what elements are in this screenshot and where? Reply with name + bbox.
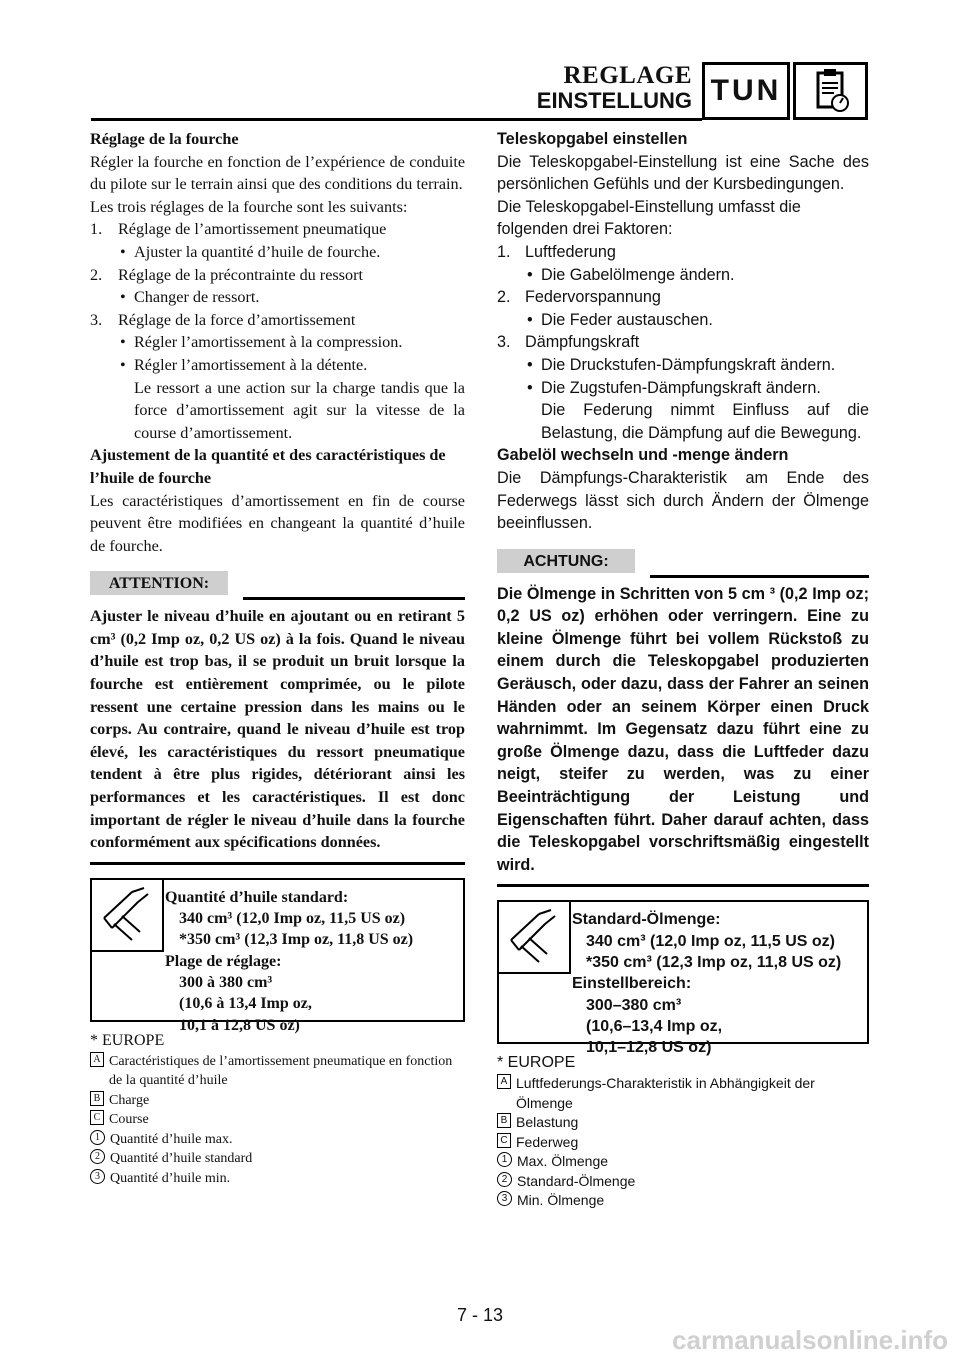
para2-de: Die Dämpfungs-Charakteristik am Ende des Federwegs lässt sich durch Ändern der Ölmenge beeinflussen. — [497, 468, 869, 533]
bullet-item: • Ajuster la quantité d’huile de fourche. — [120, 242, 381, 261]
note-fr: Le ressort a une action sur la charge tandis que la force d’amortissement agit sur la vitesse de la course d’amortissement. — [134, 378, 465, 442]
header-rule — [91, 118, 702, 121]
legend-fr — [90, 1030, 465, 1189]
list-item: 2. Réglage de la précontrainte du ressort — [90, 265, 363, 284]
wrench-icon — [92, 880, 164, 952]
bullet-item: • Die Druckstufen-Dämpfungskraft ändern. — [527, 355, 836, 374]
legend-item: C Course — [90, 1110, 465, 1130]
bullet-item: • Die Gabelölmenge ändern. — [527, 265, 735, 284]
heading-fr: Réglage de la fourche — [90, 130, 239, 148]
legend-item: B Charge — [90, 1091, 465, 1111]
header-titles — [537, 63, 692, 113]
header-title-fr: REGLAGE — [563, 62, 692, 89]
attention-header-de — [497, 549, 869, 579]
list-item: 1. Luftfederung — [497, 242, 616, 261]
footnote-de: * EUROPE — [497, 1054, 576, 1072]
bullet-item: • Régler l’amortissement à la compression. — [120, 333, 403, 352]
bullet-item: • Régler l’amortissement à la détente. — [120, 355, 368, 374]
list-intro-de: Die Teleskopgabel-Einstellung umfasst die folgenden drei Faktoren: — [497, 197, 801, 239]
header-title-de: EINSTELLUNG — [536, 88, 692, 113]
attention-rule — [650, 575, 869, 578]
page-number: 7 - 13 — [456, 1305, 504, 1325]
footnote-fr: * EUROPE — [90, 1031, 165, 1049]
spec-box-fr — [90, 878, 465, 1034]
spec-text-fr: Quantité d’huile standard: 340 cm³ (12,0 Imp oz, 11,5 US oz) *350 cm³ (12,3 Imp oz, 11,8 US oz) Plage de réglage: 300 à 380 cm³ (10,6 à 13,4 Imp oz, 10,1 à 12,8 US oz) — [165, 888, 414, 1034]
column-fr — [90, 128, 465, 1188]
attention-end-rule — [497, 884, 869, 887]
attention-label: ACHTUNG: — [497, 549, 635, 573]
page-header — [0, 0, 960, 125]
legend-item: 2 Quantité d’huile standard — [90, 1149, 465, 1169]
legend-item: B Belastung — [497, 1113, 869, 1133]
legend-item: 3 Min. Ölmenge — [497, 1191, 869, 1211]
attention-body-de: Die Ölmenge in Schritten von 5 cm ³ (0,2 Imp oz; 0,2 US oz) erhöhen oder verringern. Eine zu kleine Ölmenge führt bei vollem Rückstoß zu einem durch die Teleskopgabel produzierten Geräusch, oder dazu, dass der Fahrer an seinen Händen oder an seinem Körper einen Druck wahrnimmt. Im Gegensatz dazu führt eine zu große Ölmenge dazu, dass die Luftfeder dazu neigt, steifer zu werden, was zu einer Beeinträchtigung der Leistung und Eigenschaften führt. Daher darauf achten, dass die Teleskopgabel vorschriftsmäßig eingestellt wird. — [497, 584, 869, 874]
list-item: 3. Dämpfungskraft — [497, 333, 640, 352]
bullet-item: • Changer de ressort. — [120, 288, 260, 307]
legend-item: 1 Max. Ölmenge — [497, 1152, 869, 1172]
attention-rule — [243, 597, 465, 600]
legend-de — [497, 1052, 869, 1211]
section-code-box: TUN — [702, 62, 790, 120]
legend-item: 2 Standard-Ölmenge — [497, 1172, 869, 1192]
list-intro-fr: Les trois réglages de la fourche sont les suivants: — [90, 197, 408, 216]
attention-header-fr — [90, 571, 465, 601]
legend-item: A Luftfederungs-Charakteristik in Abhängigkeit der Ölmenge — [497, 1074, 869, 1113]
attention-body-fr: Ajuster le niveau d’huile en ajoutant ou en retirant 5 cm³ (0,2 Imp oz, 0,2 US oz) à la fois. Quand le niveau d’huile est trop bas, il se produit un bruit lorsque la fourche est entièrement comprimée, ou le pilote ressent une certaine pression dans les mains ou le corps. Au contraire, quand le niveau d’huile est trop élevé, les caractéristiques du ressort pneumatique tendent à être plus rigides, détériorant ainsi les performances et les caractéristiques. Il est donc important de régler le niveau d’huile dans la fourche conformément aux spécifications données. — [90, 607, 465, 852]
list-item: 2. Federvorspannung — [497, 288, 661, 307]
clipboard-stopwatch-icon — [793, 62, 868, 120]
spec-box-de — [497, 900, 869, 1057]
watermark: carmanualsonline.info — [672, 1325, 948, 1355]
spec-text-de: Standard-Ölmenge: 340 cm³ (12,0 Imp oz, 11,5 US oz) *350 cm³ (12,3 Imp oz, 11,8 US oz) Einstellbereich: 300–380 cm³ (10,6–13,4 Imp oz, 10,1–12,8 US oz) — [572, 911, 842, 1057]
heading2-fr: Ajustement de la quantité et des caractéristiques de l’huile de fourche — [90, 446, 446, 487]
heading-de: Teleskopgabel einstellen — [497, 130, 688, 148]
list-item: 1. Réglage de l’amortissement pneumatique — [90, 220, 387, 239]
legend-item: 1 Quantité d’huile max. — [90, 1130, 465, 1150]
bullet-item: • Die Zugstufen-Dämpfungskraft ändern. — [527, 378, 821, 397]
intro-de: Die Teleskopgabel-Einstellung ist eine Sache des persönlichen Gefühls und der Kursbedingungen. — [497, 152, 869, 194]
column-de — [497, 128, 869, 1211]
legend-item: A Caractéristiques de l’amortissement pneumatique en fonction de la quantité d’huile — [90, 1052, 465, 1091]
note-de: Die Federung nimmt Einfluss auf die Belastung, die Dämpfung auf die Bewegung. — [541, 401, 869, 442]
list-item: 3. Réglage de la force d’amortissement — [90, 310, 356, 329]
bullet-item: • Die Feder austauschen. — [527, 310, 713, 329]
legend-item: C Federweg — [497, 1133, 869, 1153]
heading2-de: Gabelöl wechseln und -menge ändern — [497, 446, 789, 465]
attention-label: ATTENTION: — [90, 571, 228, 595]
attention-end-rule — [90, 862, 465, 865]
wrench-icon — [499, 902, 571, 974]
legend-item: 3 Quantité d’huile min. — [90, 1169, 465, 1189]
para2-fr: Les caractéristiques d’amortissement en fin de course peuvent être modifiées en changeant la quantité d’huile de fourche. — [90, 491, 465, 555]
intro-fr: Régler la fourche en fonction de l’expérience de conduite du pilote sur le terrain ainsi que des conditions du terrain. — [90, 152, 465, 194]
